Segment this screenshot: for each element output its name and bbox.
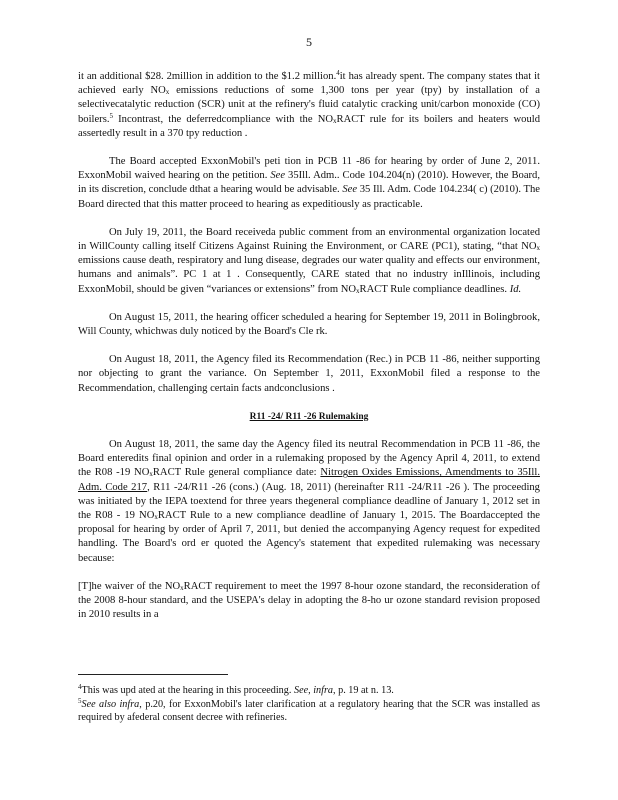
- block-quote: [T]he waiver of the $NO_xRACT$ requirement to meet the 1997 8-hour ozone standard, the reconsideration of the 2008 8-hour standard, and the USEPA's delay in adopting the 8-ho ur ozone standard revision proposed in 2010 results in a: [78, 580, 540, 621]
- paragraph-3: On July 19, 2011, the Board receiveda public comment from an environmental organization located in WillCounty calling itself Citizens Against Ruining the Environment, or CARE (PC1), stating, “that $NO_x$ emissions cause death, respiratory and lung disease, degrades our water quality and effects our environment, humans and animals”. PC 1 at 1 . Consequently, CARE stated that no industry inIllinois, including ExxonMobil, should be given “variances or extensions” from $NO_xRACT$ Rule compliance deadlines. Id.: [78, 226, 540, 295]
- footnote-ref-5: 5: [109, 111, 113, 120]
- main-text: [78, 70, 540, 637]
- footnote-4: $^4$This was upd ated at the hearing in this proceeding. See, infra, p. 19 at n. 13.: [78, 683, 394, 696]
- footnote-ref-4: 4: [336, 69, 340, 77]
- rulemaking-title: Nitrogen Oxides Emissions, Amendments to 35Ill. Adm. Code 217: [78, 467, 540, 493]
- paragraph-5: On August 18, 2011, the Agency filed its Recommendation (Rec.) in PCB 11 -86, neither supporting nor objecting to grant the variance. On September 1, 2011, ExxonMobil filed a response to the Recommendation, challenging certain facts andconclusions .: [78, 354, 540, 394]
- paragraph-1: it an additional $28. 2million in addition to the $1.2 million.$^4$it has already spent. The company states that it achieved early $NO_x$ emissions reductions of some 1,300 tons per year (tpy) by installation of a selectivecatalytic reduction (SCR) unit at the refinery's fluid catalytic cracking unit/carbon monoxide (CO) boilers.$^5$ Incontrast, the deferredcompliance with the $NO_xRACT$ rule for its boilers and heaters would assertedly result in a 370 tpy reduction .: [78, 69, 541, 139]
- paragraph-4: On August 15, 2011, the hearing officer scheduled a hearing for September 19, 2011 in Bolingbrook, Will County, whichwas duly noticed by the Board's Cle rk.: [78, 311, 540, 338]
- paragraph-2: The Board accepted ExxonMobil's peti tion in PCB 11 -86 for hearing by order of June 2, 2011. ExxonMobil waived hearing on the petition. See 35Ill. Adm.. Code 104.204(n) (2010). However, the Board, in its discretion, conclude dthat a hearing would be advisable. See 35 Ill. Adm. Code 104.234( c) (2010). The Board directed that this matter proceed to hearing as expeditiously as practicable.: [78, 156, 540, 210]
- page-number: 5: [306, 35, 312, 49]
- footnote-5: $^5$See also infra, p.20, for ExxonMobil's later clarification at a regulatory hearing that the SCR was installed as required by afederal consent decree with refineries.: [78, 696, 540, 723]
- footnotes: [78, 684, 540, 725]
- section-heading: R11 -24/ R11 -26 Rulemaking: [249, 411, 369, 422]
- footnote-divider: [78, 674, 228, 675]
- paragraph-6: On August 18, 2011, the same day the Agency filed its neutral Recommendation in PCB 11 -86, the Board enteredits final opinion and order in a rulemaking proposed by the Agency April 4, 2011, to extend the R08 -19 $NO_xRACT$ Rule general compliance date: Nitrogen Oxides Emissions, Amendments to 35Ill. Adm. Code 217, R11 -24/R11 -26 (cons.) (Aug. 18, 2011) (hereinafter R11 -24/R11 -26 ). The proceeding was initiated by the IEPA toextend for three years thegeneral compliance deadline of January 1, 2012 set in the R08 - 19 $NO_xRACT$ Rule to a new compliance deadline of January 1, 2015. The Boardaccepted the proposal for hearing by order of April 7, 2011, but denied the accompanying Agency request for expedited handling. The Board's ord er quoted the Agency's statement that expedited rulemaking was necessary because:: [78, 439, 540, 564]
